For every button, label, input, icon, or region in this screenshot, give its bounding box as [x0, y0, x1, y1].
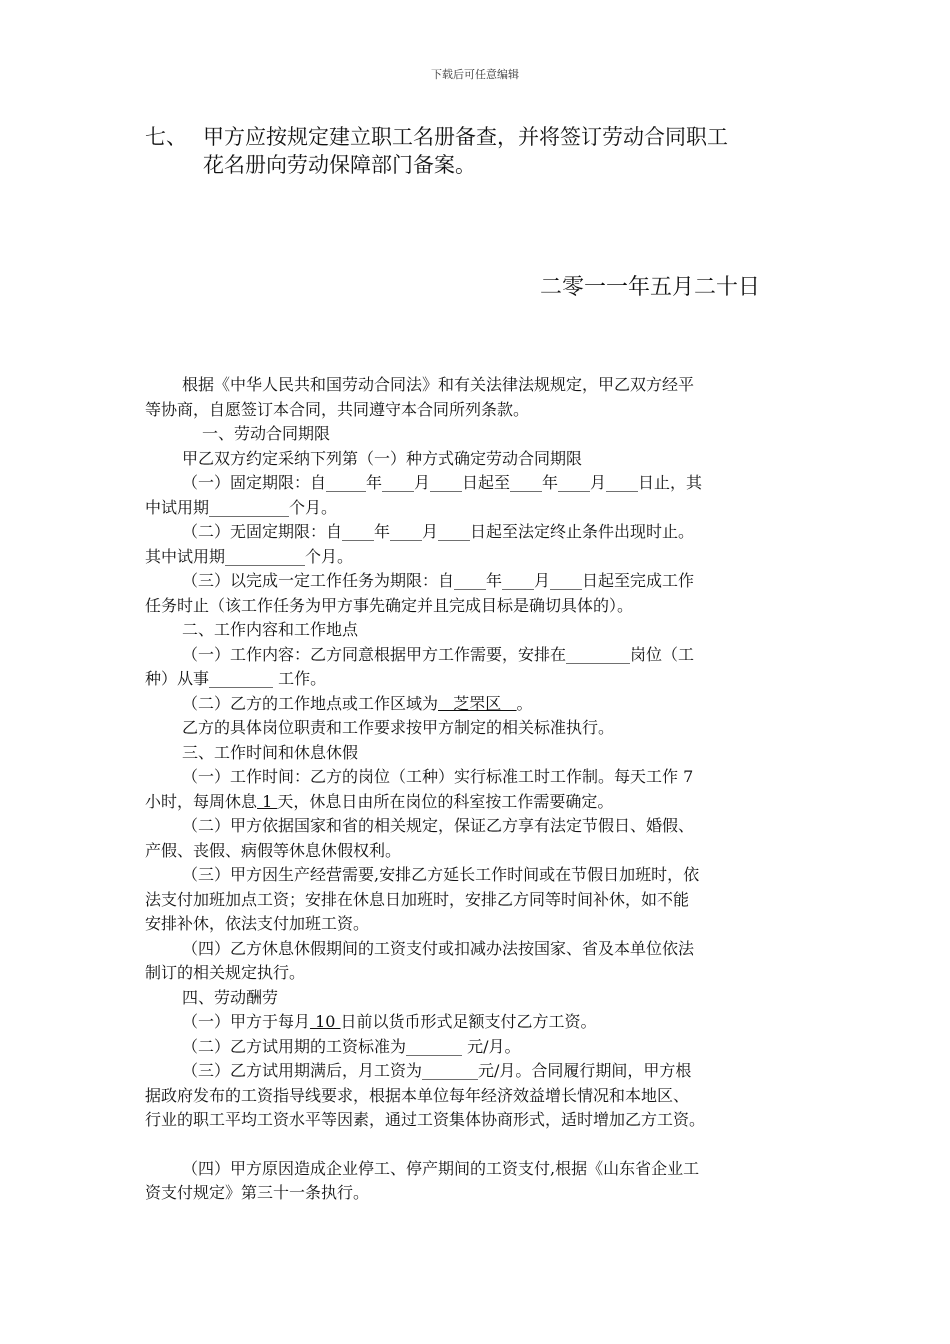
paragraph-line: 乙方的具体岗位职责和工作要求按甲方制定的相关标准执行。	[182, 718, 615, 737]
paragraph-line: 任务时止（该工作任务为甲方事先确定并且完成目标是确切具体的）。	[145, 595, 634, 615]
paragraph-line: （四）乙方休息休假期间的工资支付或扣减办法按国家、省及本单位依法	[182, 938, 695, 958]
paragraph-line: 其中试用期__________个月。	[145, 546, 354, 566]
paragraph-line: 等协商，自愿签订本合同，共同遵守本合同所列条款。	[145, 399, 530, 419]
paragraph-line: 据政府发布的工资指导线要求，根据本单位每年经济效益增长情况和本地区、	[145, 1085, 690, 1105]
text-segment: 天，休息日由所在岗位的科室按工作需要确定。	[277, 791, 614, 811]
paragraph-line: （一）工作时间：乙方的岗位（工种）实行标准工时工作制。每天工作 7	[182, 767, 694, 786]
paragraph-line	[145, 692, 825, 717]
header-note: 下载后可任意编辑	[431, 68, 519, 81]
paragraph-line: 安排补休，依法支付加班工资。	[145, 914, 370, 933]
contract-body	[145, 373, 825, 1206]
article-7	[145, 123, 825, 179]
text-segment: 小时，每周休息	[145, 791, 258, 811]
paragraph-line	[145, 1010, 825, 1035]
spacer	[145, 1133, 825, 1157]
article-line: 花名册向劳动保障部门备案。	[203, 153, 476, 177]
paragraph-line: 法支付加班加点工资；安排在休息日加班时，安排乙方同等时间补休，如不能	[145, 889, 690, 909]
article-number: 七、	[145, 125, 187, 149]
paragraph-line: （二）甲方依据国家和省的相关规定，保证乙方享有法定节假日、婚假、	[182, 816, 695, 835]
article-line: 甲方应按规定建立职工名册备查，并将签订劳动合同职工	[203, 125, 728, 149]
paragraph-line: 种）从事________ 工作。	[145, 669, 327, 688]
section-title: 一、劳动合同期限	[202, 424, 331, 443]
paragraph-line: 资支付规定》第三十一条执行。	[145, 1183, 370, 1202]
paragraph-line: （二）无固定期限：自____年____月____日起至法定终止条件出现时止。	[182, 522, 695, 541]
paragraph-line: （二）乙方试用期的工资标准为_______ 元/月。	[182, 1036, 521, 1056]
paragraph-line: 行业的职工平均工资水平等因素，通过工资集体协商形式，适时增加乙方工资。	[145, 1110, 706, 1129]
filled-blank: 1	[257, 791, 278, 811]
section-title: 二、工作内容和工作地点	[182, 620, 359, 639]
text-segment: （二）乙方的工作地点或工作区域为	[182, 693, 439, 713]
paragraph-line: 根据《中华人民共和国劳动合同法》和有关法律法规规定，甲乙双方经平	[182, 375, 695, 394]
paragraph-line: 甲乙双方约定采纳下列第（一）种方式确定劳动合同期限	[182, 448, 583, 468]
paragraph-line: 产假、丧假、病假等休息休假权利。	[145, 840, 402, 860]
filled-blank: 芝罘区	[438, 693, 517, 713]
text-segment: 。	[516, 693, 533, 713]
paragraph-line: （三）甲方因生产经营需要,安排乙方延长工作时间或在节假日加班时，依	[182, 865, 700, 884]
section-title: 四、劳动酬劳	[182, 987, 279, 1007]
text-segment: （一）甲方于每月	[182, 1012, 311, 1031]
paragraph-line: （三）乙方试用期满后，月工资为_______元/月。合同履行期间，甲方根	[182, 1061, 692, 1080]
paragraph-line: 制订的相关规定执行。	[145, 963, 306, 982]
paragraph-line: （三）以完成一定工作任务为期限：自____年____月____日起至完成工作	[182, 571, 695, 590]
filled-blank: 10	[310, 1012, 341, 1031]
paragraph-line: （四）甲方原因造成企业停工、停产期间的工资支付,根据《山东省企业工	[182, 1158, 700, 1178]
paragraph-line: （一）工作内容：乙方同意根据甲方工作需要，安排在________岗位（工	[182, 644, 695, 664]
paragraph-line: 中试用期__________个月。	[145, 497, 338, 517]
document-date: 二零一一年五月二十日	[540, 275, 761, 300]
text-segment: 日前以货币形式足额支付乙方工资。	[340, 1012, 597, 1031]
section-title: 三、工作时间和休息休假	[182, 742, 359, 762]
paragraph-line: （一）固定期限：自_____年____月____日起至____年____月____日止，其	[182, 473, 703, 492]
paragraph-line	[145, 790, 825, 815]
